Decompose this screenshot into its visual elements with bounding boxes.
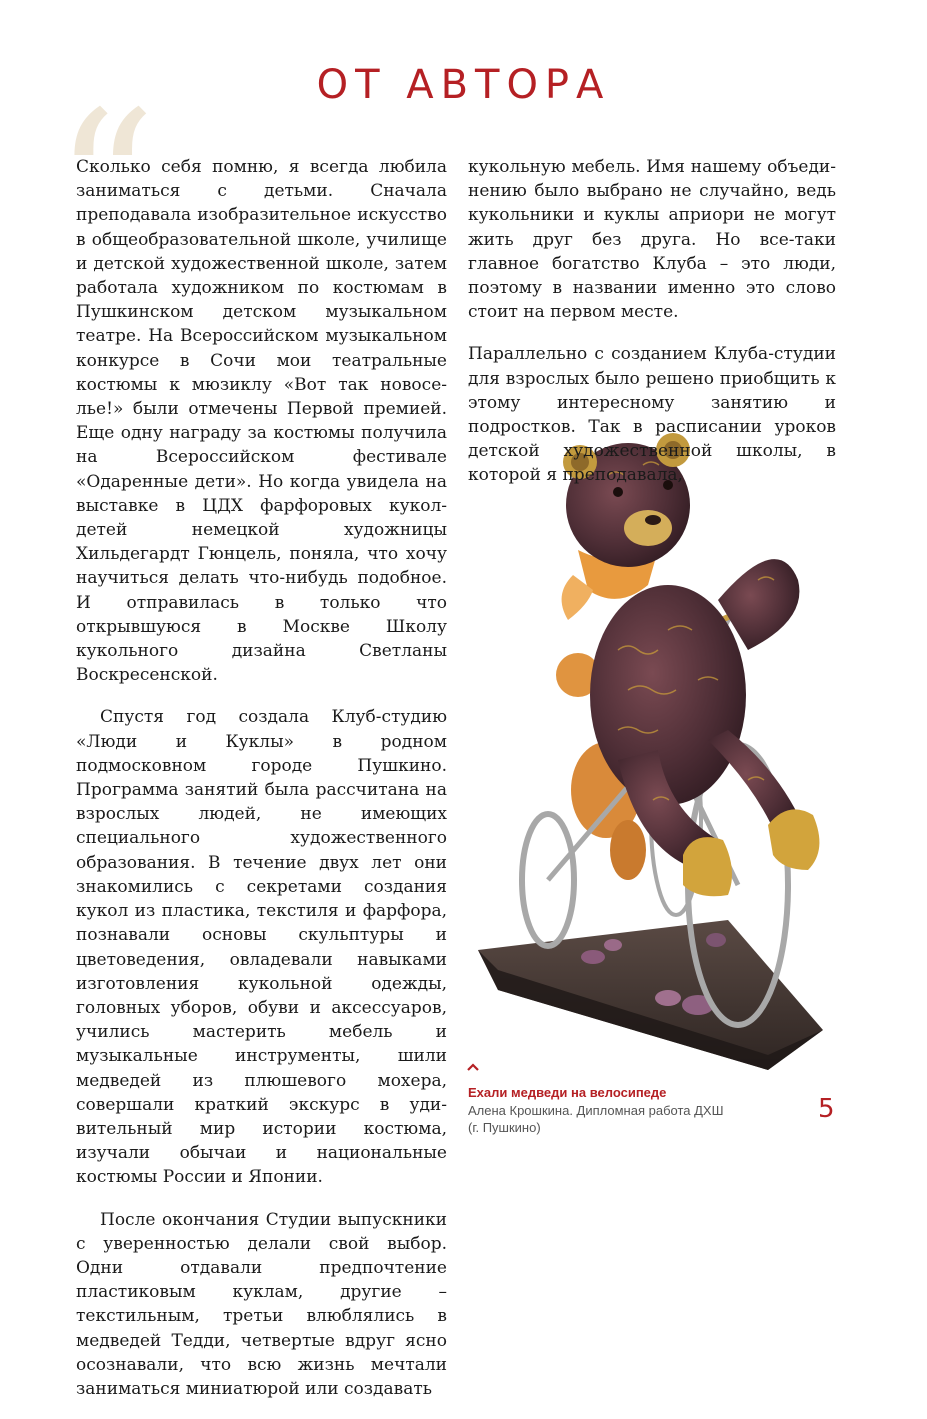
paragraph-2: Спустя год создала Клуб-студию «Люди и Куклы» в родном подмосковном городе Пушкино. Программа занятий была рассчитана на взрослых людей, не имеющих специального художественного образования. В течение двух лет они знакомились с секретами создания кукол из пластика, текстиля и фарфора, познавали основы скульптуры и цветоведения, овладевали навыками изготовления кукольной одежды, головных уборов, обуви и аксессуаров, учились мастерить мебель и музыкальные инструменты, шили медведей из плюшевого мохера, совершали краткий экскурс в удивительный мир истории костюма, изучали обычаи и национальные костюмы России и Японии. [76,707,447,1188]
right-text-column [468,155,836,506]
teddy-bear-bicycle-photo [468,430,838,1070]
caption-arrow-up-icon [466,1060,480,1074]
photo-caption-title: Ехали медведи на велосипеде [468,1085,667,1100]
paragraph-4: кукольную мебель. Имя нашему объединению было выбрано не случайно, ведь кукольники и куклы априори не могут жить друг без друга. Но все-таки главное богатство Клуба – это люди, поэтому в названии именно это слово стоит на первом месте. [468,157,836,323]
caption-line-1: Алена Крошкина. Дипломная работа ДХШ [468,1103,724,1118]
page-number: 5 [818,1094,835,1124]
left-text-column [76,155,447,1419]
page-title: ОТ АВТОРА [316,62,611,108]
paragraph-1: Сколько себя помню, я всегда любила заниматься с детьми. Сначала преподавала изобразительное искусство в общеобразовательной школе, училище и детской художественной школе, затем работала художником по костюмам в Пушкинском детском музыкальном театре. На Всероссийском музыкальном конкурсе в Сочи мои театральные костюмы к мюзиклу «Вот так новоселье!» были отмечены Первой премией. Еще одну награду за костюмы получила на Всероссийском фестивале «Одаренные дети». Но когда увидела на выставке в ЦДХ фарфоровых кукол-детей немецкой художницы Хильдегардт Гюнцель, поняла, что хочу научиться делать что-нибудь подобное. И отправилась в только что открывшуюся в Москве Школу кукольного дизайна Светланы Воскресенской. [76,157,447,686]
paragraph-5: Параллельно с созданием Клуба-студии для взрослых было решено приобщить к этому интересному занятию и подростков. Так в расписании уроков детской художественной школы, в которой я преподавала, [468,344,836,486]
decorative-quote-icon: “ [54,69,157,302]
caption-line-2: (г. Пушкино) [468,1120,541,1135]
paragraph-3: После окончания Студии выпускники с уверенностью делали свой выбор. Одни отдавали предпочтение пластиковым куклам, другие – текстильным, третьи влюблялись в медведей Тедди, четвертые вдруг ясно осознавали, что всю жизнь мечтали заниматься миниатюрой или создавать [76,1209,447,1399]
photo-caption-text [468,1102,758,1136]
